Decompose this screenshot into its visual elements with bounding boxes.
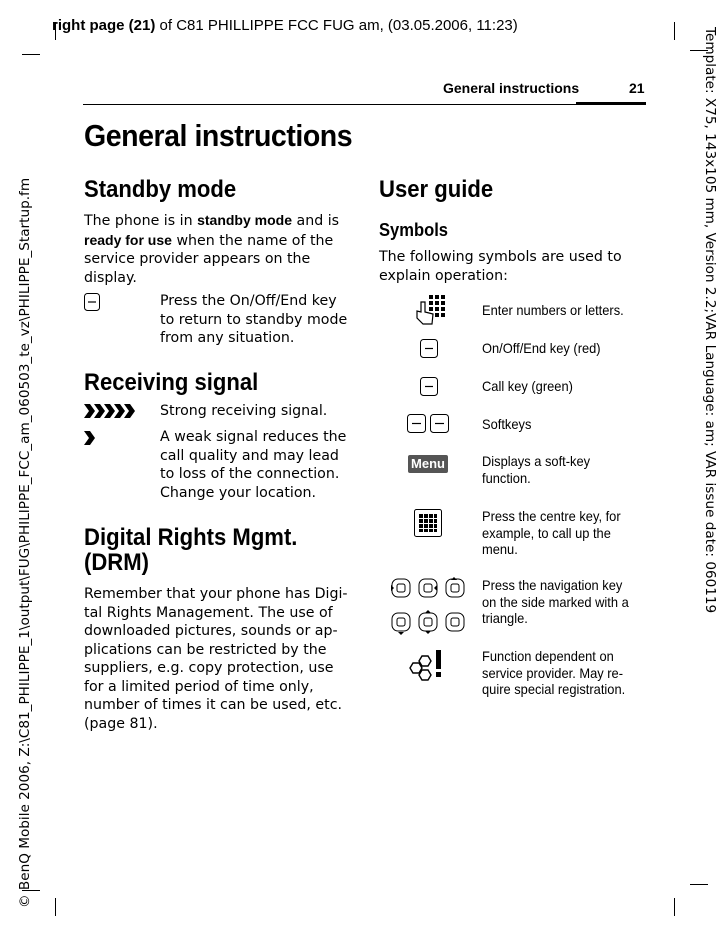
crop-mark	[674, 22, 675, 40]
symbols-heading: Symbols	[379, 220, 449, 240]
symbol-text-end-key: On/Off/End key (red)	[482, 340, 601, 356]
drm-heading: Digital Rights Mgmt. (DRM)	[84, 524, 298, 576]
keypad-icon	[414, 294, 446, 326]
print-header-page: right page (21)	[52, 17, 156, 34]
end-key-icon	[420, 339, 438, 358]
side-template: Template: X75, 143x105 mm, Version 2.2;VAR Language: am; VAR issue date: 060119	[702, 27, 718, 614]
softkeys-icon	[407, 414, 449, 433]
symbol-text-centre-key: Press the centre key, for example, to call up the menu.	[482, 508, 621, 557]
symbol-text-softkey-function: Displays a soft-key function.	[482, 453, 591, 486]
print-header	[52, 17, 518, 34]
service-provider-icon	[408, 647, 448, 681]
symbols-intro: The following symbols are used to explain operation:	[379, 249, 622, 284]
running-head-title: General instructions	[443, 80, 580, 96]
side-copyright: © BenQ Mobile 2006, Z:\C81_PHILIPPE_1\output\FUG\PHILIPPE_FCC_am_060503_te_vz\PHILIPPE_Startup.fm	[17, 177, 33, 908]
signal-heading: Receiving signal	[84, 369, 259, 396]
running-head-page: 21	[629, 80, 645, 96]
symbol-text-service-provider: Function dependent on service provider. May re-quire special registration.	[482, 648, 626, 697]
guide-heading: User guide	[379, 176, 494, 203]
symbol-text-softkeys: Softkeys	[482, 416, 532, 432]
print-header-info: of C81 PHILLIPPE FCC FUG am, (03.05.2006, 11:23)	[155, 17, 518, 34]
weak-signal-icon	[84, 431, 100, 445]
strong-signal-text: Strong receiving signal.	[160, 403, 328, 419]
page-title: General instructions	[84, 118, 353, 153]
symbol-text-keypad: Enter numbers or letters.	[482, 302, 624, 318]
crop-mark	[690, 884, 708, 885]
symbol-text-call-key: Call key (green)	[482, 378, 573, 394]
drm-text: Remember that your phone has Digi-tal Rights Management. The use of downloaded pictures, sounds or ap-plications can be restricted by the suppliers, e.g. copy protection, use for a limited period of time only, number of times it can be used, etc. (page 81).	[84, 586, 348, 732]
menu-softkey-badge: Menu	[408, 455, 448, 473]
header-rule	[83, 104, 646, 105]
weak-signal-text: A weak signal reduces the call quality and may lead to loss of the connection. Change your location.	[160, 429, 347, 501]
crop-mark	[674, 898, 675, 916]
navigation-key-icon	[391, 577, 465, 635]
call-key-icon	[420, 377, 438, 396]
standby-text: The phone is in standby mode and is ready for use when the name of the service provider appears on the display.	[84, 212, 340, 286]
crop-mark	[55, 898, 56, 916]
strong-signal-icon	[84, 404, 138, 418]
centre-key-icon	[414, 509, 442, 537]
standby-heading: Standby mode	[84, 176, 237, 203]
crop-mark	[22, 54, 40, 55]
standby-key-text: Press the On/Off/End key to return to standby mode from any situation.	[160, 293, 348, 346]
header-rule-page	[576, 102, 646, 104]
symbol-text-navigation-key: Press the navigation key on the side marked with a triangle.	[482, 577, 629, 626]
end-key-icon	[84, 293, 100, 311]
